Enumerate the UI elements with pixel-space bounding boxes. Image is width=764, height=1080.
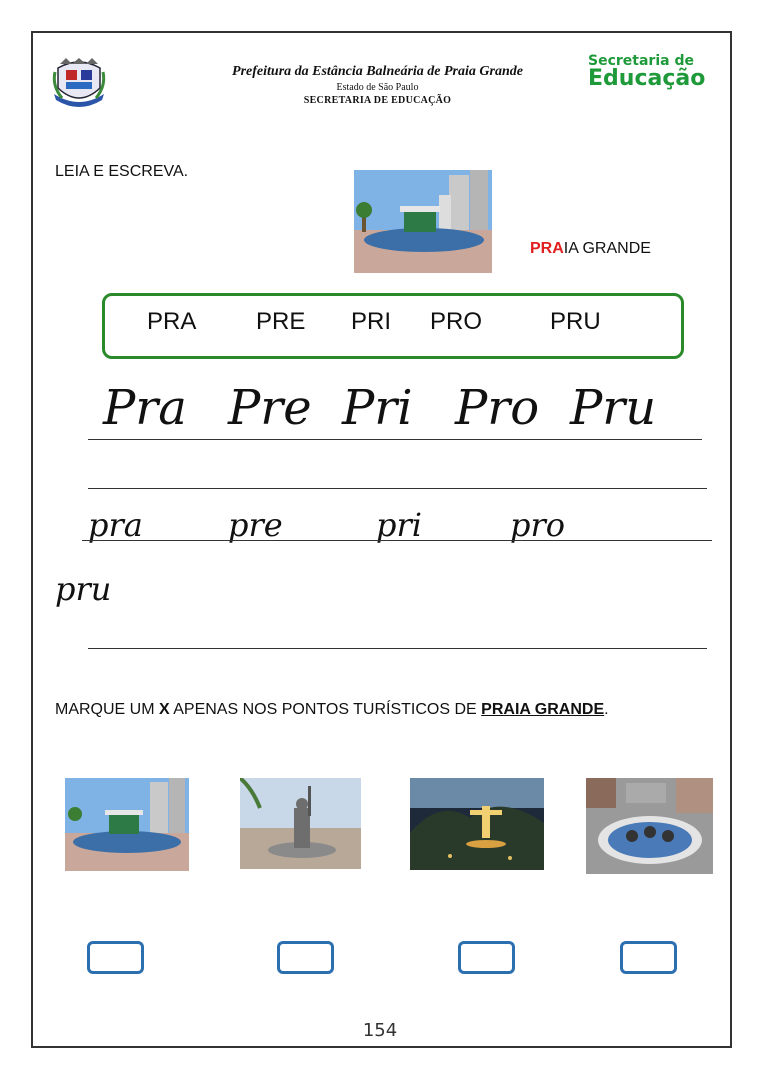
syllable-pru: PRU <box>550 308 601 335</box>
syllable-pri: PRI <box>351 308 392 335</box>
writing-line-2 <box>88 488 707 489</box>
cursive-upper-pre: Pre <box>228 380 312 436</box>
writing-line-1 <box>88 439 702 440</box>
instr2-start: MARQUE UM <box>55 701 159 718</box>
boardwalk-thumb <box>65 778 189 871</box>
syllable-pra: PRA <box>147 308 197 335</box>
cursive-lower-pri: pri <box>376 506 423 544</box>
statue-thumb <box>240 778 361 869</box>
syllable-pro: PRO <box>430 308 483 335</box>
instr2-place: PRAIA GRANDE <box>481 701 605 718</box>
cursive-lower-pre: pre <box>228 506 283 544</box>
page-number: 154 <box>362 1020 398 1041</box>
checkbox-statue[interactable] <box>277 941 334 974</box>
cursive-upper-pro: Pro <box>455 380 540 436</box>
writing-line-4 <box>88 648 707 649</box>
praia-grande-caption <box>530 240 651 258</box>
syllable-pre: PRE <box>256 308 306 335</box>
cursive-lower-pro: pro <box>510 506 566 544</box>
instr2-end: . <box>604 701 609 718</box>
checkbox-fountain-square[interactable] <box>620 941 677 974</box>
header-state: Estado de São Paulo <box>336 82 419 93</box>
fountain-square-thumb <box>586 778 713 874</box>
checkbox-christ-redeemer[interactable] <box>458 941 515 974</box>
education-logo <box>588 53 706 91</box>
instr2-mid: APENAS NOS PONTOS TURÍSTICOS DE <box>169 701 482 718</box>
boardwalk-photo <box>354 170 492 273</box>
instruction-mark-x <box>55 701 609 719</box>
instruction-read-write: LEIA E ESCREVA. <box>55 163 189 180</box>
cursive-upper-pru: Pru <box>570 380 657 436</box>
caption-rest: IA GRANDE <box>563 240 651 257</box>
header-title: Prefeitura da Estância Balneária de Praia Grande <box>232 64 523 79</box>
writing-line-3 <box>82 540 712 541</box>
logo-line2: Educação <box>588 66 706 91</box>
logo-line1: Secretaria de <box>588 53 694 69</box>
header-secretaria: SECRETARIA DE EDUCAÇÃO <box>303 95 452 106</box>
cursive-upper-pra: Pra <box>103 380 187 436</box>
city-crest-icon <box>52 58 106 110</box>
instr2-x: X <box>159 701 170 718</box>
cursive-lower-pru: pru <box>55 570 112 608</box>
caption-highlight: PRA <box>530 240 564 257</box>
christ-redeemer-thumb <box>410 778 544 870</box>
cursive-upper-pri: Pri <box>342 380 413 436</box>
cursive-lower-pra: pra <box>88 506 143 544</box>
checkbox-boardwalk[interactable] <box>87 941 144 974</box>
